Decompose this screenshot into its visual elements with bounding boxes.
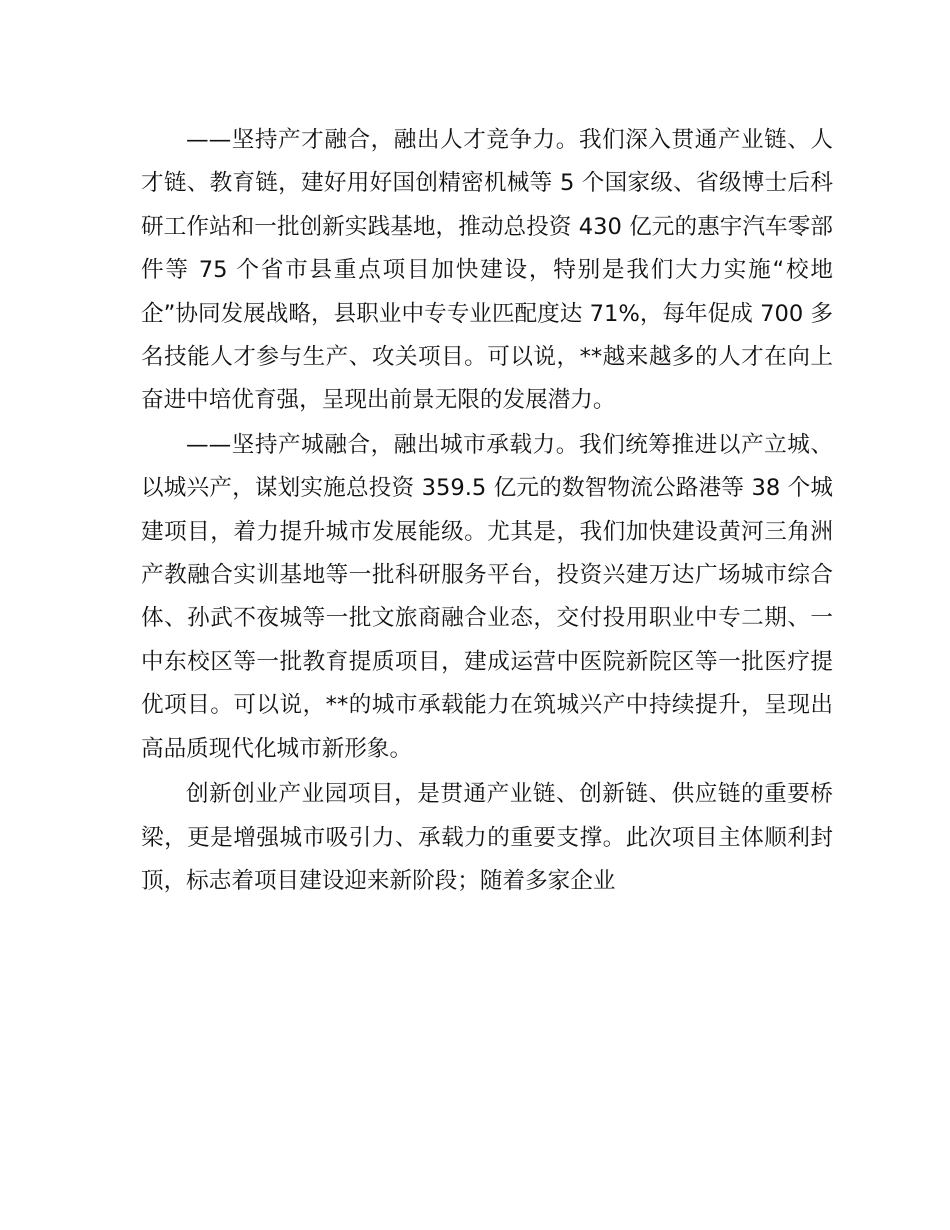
paragraph-industrial-park: 创新创业产业园项目，是贯通产业链、创新链、供应链的重要桥梁，更是增强城市吸引力、承载力的重要支撑。此次项目主体顺利封顶，标志着项目建设迎来新阶段；随着多家企业 [141, 781, 833, 894]
paragraph-talent-integration: ——坚持产才融合，融出人才竞争力。我们深入贯通产业链、人才链、教育链，建好用好国创精密机械等 5 个国家级、省级博士后科研工作站和一批创新实践基地，推动总投资 430 亿元的惠宇汽车零部件等 75 个省市县重点项目加快建设，特别是我们大力实施“校地企”协同发展战略，县职业中专专业匹配度达 71%，每年促成 700 多名技能人才参与生产、攻关项目。可以说，**越来越多的人才在向上奋进中培优育强，呈现出前景无限的发展潜力。 [141, 127, 833, 414]
document-page [141, 119, 833, 903]
paragraph-city-integration: ——坚持产城融合，融出城市承载力。我们统筹推进以产立城、以城兴产，谋划实施总投资 359.5 亿元的数智物流公路港等 38 个城建项目，着力提升城市发展能级。尤其是，我们加快建设黄河三角洲产教融合实训基地等一批科研服务平台，投资兴建万达广场城市综合体、孙武不夜城等一批文旅商融合业态，交付投用职业中专二期、一中东校区等一批教育提质项目，建成运营中医院新院区等一批医疗提优项目。可以说，**的城市承载能力在筑城兴产中持续提升，呈现出高品质现代化城市新形象。 [141, 431, 833, 762]
